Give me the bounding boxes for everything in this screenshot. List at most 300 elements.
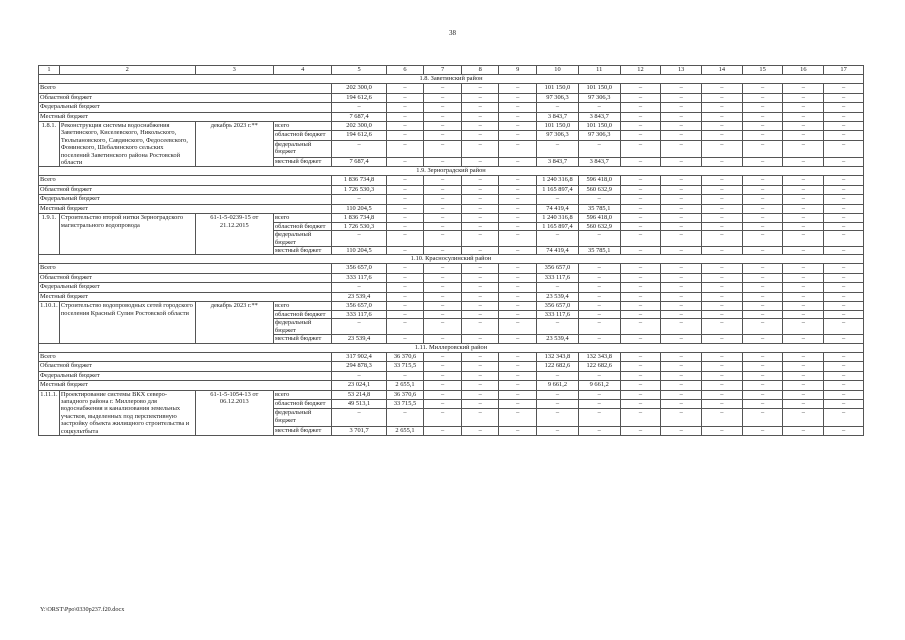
value-cell: –	[424, 319, 462, 335]
value-cell: –	[537, 399, 579, 408]
value-cell: –	[742, 103, 783, 113]
value-cell: –	[424, 84, 462, 94]
value-cell: –	[742, 214, 783, 222]
value-cell: –	[783, 158, 824, 167]
value-cell: 101 150,0	[578, 84, 620, 94]
value-cell: –	[783, 381, 824, 391]
value-cell: 3 843,7	[537, 158, 579, 167]
value-cell: 9 661,2	[578, 381, 620, 391]
object-document: 61-1-5-0239-15 от 21.12.2015	[195, 214, 273, 255]
value-cell: –	[386, 122, 424, 131]
value-cell: –	[499, 264, 537, 274]
column-number: 1	[39, 66, 60, 75]
value-cell: –	[424, 131, 462, 140]
object-number: 1.8.1.	[39, 122, 60, 167]
column-number: 7	[424, 66, 462, 75]
value-cell: –	[332, 231, 386, 247]
object-row	[39, 122, 864, 131]
section-title-row	[39, 343, 864, 352]
funding-source-label: местный бюджет	[273, 426, 331, 435]
value-cell: –	[824, 185, 864, 195]
value-cell: –	[461, 231, 499, 247]
value-cell: –	[424, 352, 462, 362]
value-cell: –	[661, 399, 702, 408]
value-cell: –	[424, 140, 462, 158]
value-cell: –	[578, 264, 620, 274]
value-cell: –	[424, 310, 462, 318]
value-cell: 110 204,5	[332, 247, 386, 255]
summary-label: Местный бюджет	[39, 381, 332, 391]
value-cell: –	[661, 131, 702, 140]
value-cell: –	[620, 122, 661, 131]
value-cell: –	[742, 273, 783, 283]
value-cell: –	[824, 204, 864, 214]
value-cell: –	[824, 302, 864, 310]
summary-row	[39, 283, 864, 293]
summary-label: Федеральный бюджет	[39, 283, 332, 293]
summary-row	[39, 371, 864, 381]
value-cell: 49 513,1	[332, 399, 386, 408]
value-cell: –	[702, 195, 743, 205]
value-cell: –	[386, 292, 424, 302]
summary-row	[39, 352, 864, 362]
value-cell: 9 661,2	[537, 381, 579, 391]
column-number: 16	[783, 66, 824, 75]
value-cell: –	[424, 185, 462, 195]
funding-source-label: местный бюджет	[273, 158, 331, 167]
value-cell: –	[702, 84, 743, 94]
funding-source-label: всего	[273, 214, 331, 222]
value-cell: –	[578, 371, 620, 381]
value-cell: –	[783, 185, 824, 195]
budget-table	[38, 65, 864, 436]
value-cell: 333 117,6	[537, 273, 579, 283]
value-cell: –	[332, 371, 386, 381]
value-cell: –	[578, 283, 620, 293]
value-cell: 3 843,7	[537, 112, 579, 122]
value-cell: –	[499, 426, 537, 435]
value-cell: 23 539,4	[332, 335, 386, 343]
value-cell: –	[824, 310, 864, 318]
summary-label: Местный бюджет	[39, 204, 332, 214]
value-cell: –	[424, 231, 462, 247]
object-name: Строительство второй нитки Зерноградского магистрального водопровода	[59, 214, 195, 255]
section-title: 1.11. Миллеровский район	[39, 343, 864, 352]
value-cell: 333 117,6	[537, 310, 579, 318]
value-cell: 132 343,8	[537, 352, 579, 362]
value-cell: 122 682,6	[537, 362, 579, 372]
value-cell: 101 150,0	[537, 122, 579, 131]
value-cell: –	[783, 122, 824, 131]
value-cell: –	[783, 131, 824, 140]
value-cell: 356 657,0	[332, 264, 386, 274]
value-cell: –	[783, 140, 824, 158]
value-cell: –	[461, 222, 499, 230]
summary-label: Местный бюджет	[39, 112, 332, 122]
value-cell: –	[620, 247, 661, 255]
value-cell: –	[702, 122, 743, 131]
value-cell: –	[461, 204, 499, 214]
value-cell: 110 204,5	[332, 204, 386, 214]
value-cell: –	[386, 93, 424, 103]
value-cell: –	[499, 140, 537, 158]
value-cell: –	[661, 84, 702, 94]
value-cell: –	[824, 131, 864, 140]
value-cell: –	[424, 371, 462, 381]
value-cell: –	[537, 283, 579, 293]
value-cell: –	[702, 222, 743, 230]
value-cell: –	[702, 176, 743, 186]
value-cell: –	[499, 93, 537, 103]
value-cell: –	[461, 310, 499, 318]
summary-label: Местный бюджет	[39, 292, 332, 302]
value-cell: –	[578, 140, 620, 158]
value-cell: –	[702, 131, 743, 140]
value-cell: –	[783, 362, 824, 372]
value-cell: –	[499, 302, 537, 310]
value-cell: –	[537, 390, 579, 399]
column-number: 17	[824, 66, 864, 75]
value-cell: –	[424, 273, 462, 283]
value-cell: –	[742, 409, 783, 427]
value-cell: –	[461, 362, 499, 372]
value-cell: –	[461, 371, 499, 381]
summary-row	[39, 176, 864, 186]
value-cell: –	[661, 409, 702, 427]
value-cell: 333 117,6	[332, 310, 386, 318]
value-cell: –	[386, 158, 424, 167]
value-cell: 202 300,0	[332, 84, 386, 94]
value-cell: –	[461, 335, 499, 343]
value-cell: –	[386, 195, 424, 205]
value-cell: –	[702, 409, 743, 427]
value-cell: –	[620, 310, 661, 318]
value-cell: –	[661, 185, 702, 195]
value-cell: 2 655,1	[386, 381, 424, 391]
value-cell: –	[537, 195, 579, 205]
summary-label: Всего	[39, 352, 332, 362]
object-row	[39, 390, 864, 399]
value-cell: –	[461, 264, 499, 274]
value-cell: 97 306,3	[537, 93, 579, 103]
object-document: 61-1-5-1054-13 от 06.12.2013	[195, 390, 273, 435]
value-cell: –	[742, 352, 783, 362]
value-cell: –	[824, 140, 864, 158]
table-body	[39, 66, 864, 436]
column-number: 13	[661, 66, 702, 75]
value-cell: –	[499, 335, 537, 343]
value-cell: 194 612,6	[332, 131, 386, 140]
funding-source-label: местный бюджет	[273, 335, 331, 343]
value-cell: –	[332, 195, 386, 205]
value-cell: –	[824, 409, 864, 427]
value-cell: 3 843,7	[578, 158, 620, 167]
value-cell: –	[742, 399, 783, 408]
value-cell: –	[620, 204, 661, 214]
value-cell: –	[661, 158, 702, 167]
value-cell: 97 306,3	[537, 131, 579, 140]
value-cell: –	[661, 140, 702, 158]
object-name: Проектирование системы ВКХ северо-западного района г. Миллерово для водоснабжения и канализования земельных участков, выделенных под перспективную застройку объекта жилищного строительства и соцкультбыта	[59, 390, 195, 435]
value-cell: –	[661, 122, 702, 131]
value-cell: –	[824, 426, 864, 435]
value-cell: 194 612,6	[332, 93, 386, 103]
value-cell: –	[386, 214, 424, 222]
value-cell: –	[702, 204, 743, 214]
value-cell: –	[824, 231, 864, 247]
section-title-row	[39, 167, 864, 176]
value-cell: –	[499, 292, 537, 302]
value-cell: –	[499, 231, 537, 247]
value-cell: –	[499, 399, 537, 408]
value-cell: –	[332, 103, 386, 113]
value-cell: –	[742, 231, 783, 247]
value-cell: –	[499, 381, 537, 391]
value-cell: –	[661, 426, 702, 435]
value-cell: –	[537, 371, 579, 381]
value-cell: 35 785,1	[578, 204, 620, 214]
value-cell: –	[824, 335, 864, 343]
value-cell: –	[461, 84, 499, 94]
value-cell: –	[783, 112, 824, 122]
value-cell: –	[386, 185, 424, 195]
value-cell: –	[661, 283, 702, 293]
value-cell: –	[702, 335, 743, 343]
value-cell: –	[783, 426, 824, 435]
value-cell: –	[661, 371, 702, 381]
value-cell: –	[620, 335, 661, 343]
value-cell: –	[783, 390, 824, 399]
value-cell: –	[661, 93, 702, 103]
value-cell: –	[461, 214, 499, 222]
value-cell: –	[702, 292, 743, 302]
value-cell: –	[702, 231, 743, 247]
value-cell: –	[783, 292, 824, 302]
value-cell: –	[386, 409, 424, 427]
section-title: 1.8. Заветинский район	[39, 75, 864, 84]
value-cell: –	[424, 103, 462, 113]
value-cell: –	[578, 335, 620, 343]
object-number: 1.9.1.	[39, 214, 60, 255]
value-cell: –	[499, 371, 537, 381]
value-cell: 1 165 897,4	[537, 185, 579, 195]
value-cell: 3 701,7	[332, 426, 386, 435]
value-cell: –	[386, 319, 424, 335]
value-cell: 294 878,3	[332, 362, 386, 372]
value-cell: –	[783, 352, 824, 362]
value-cell: –	[386, 247, 424, 255]
value-cell: –	[661, 264, 702, 274]
value-cell: –	[386, 264, 424, 274]
value-cell: 97 306,3	[578, 131, 620, 140]
value-cell: –	[661, 273, 702, 283]
funding-source-label: всего	[273, 122, 331, 131]
value-cell: –	[578, 302, 620, 310]
summary-row	[39, 292, 864, 302]
value-cell: –	[424, 214, 462, 222]
value-cell: 101 150,0	[537, 84, 579, 94]
value-cell: –	[783, 264, 824, 274]
value-cell: –	[702, 140, 743, 158]
value-cell: –	[824, 112, 864, 122]
value-cell: –	[742, 302, 783, 310]
value-cell: –	[499, 214, 537, 222]
value-cell: –	[661, 103, 702, 113]
funding-source-label: областной бюджет	[273, 399, 331, 408]
value-cell: –	[783, 302, 824, 310]
value-cell: –	[824, 84, 864, 94]
value-cell: –	[424, 335, 462, 343]
value-cell: –	[386, 204, 424, 214]
value-cell: –	[620, 93, 661, 103]
value-cell: –	[824, 103, 864, 113]
value-cell: –	[620, 222, 661, 230]
value-cell: –	[661, 390, 702, 399]
value-cell: –	[620, 362, 661, 372]
value-cell: –	[742, 112, 783, 122]
summary-label: Областной бюджет	[39, 185, 332, 195]
value-cell: –	[499, 283, 537, 293]
value-cell: –	[824, 352, 864, 362]
value-cell: –	[461, 103, 499, 113]
value-cell: –	[578, 399, 620, 408]
value-cell: –	[537, 103, 579, 113]
value-cell: 23 539,4	[332, 292, 386, 302]
value-cell: –	[824, 247, 864, 255]
summary-row	[39, 84, 864, 94]
value-cell: 1 240 316,8	[537, 176, 579, 186]
value-cell: –	[742, 222, 783, 230]
value-cell: –	[742, 140, 783, 158]
value-cell: –	[742, 292, 783, 302]
value-cell: –	[499, 158, 537, 167]
value-cell: –	[742, 185, 783, 195]
value-cell: –	[620, 390, 661, 399]
value-cell: –	[824, 158, 864, 167]
value-cell: –	[742, 310, 783, 318]
value-cell: –	[661, 214, 702, 222]
value-cell: –	[499, 204, 537, 214]
value-cell: –	[824, 122, 864, 131]
object-document: декабрь 2023 г.**	[195, 302, 273, 343]
value-cell: –	[824, 390, 864, 399]
value-cell: –	[702, 247, 743, 255]
value-cell: –	[537, 409, 579, 427]
value-cell: –	[620, 352, 661, 362]
value-cell: –	[386, 131, 424, 140]
value-cell: 7 687,4	[332, 158, 386, 167]
value-cell: –	[742, 204, 783, 214]
value-cell: –	[661, 195, 702, 205]
value-cell: –	[661, 335, 702, 343]
value-cell: –	[824, 273, 864, 283]
value-cell: –	[661, 222, 702, 230]
summary-label: Всего	[39, 84, 332, 94]
summary-row	[39, 103, 864, 113]
value-cell: 596 418,0	[578, 176, 620, 186]
value-cell: –	[702, 214, 743, 222]
value-cell: 33 715,5	[386, 362, 424, 372]
value-cell: –	[424, 283, 462, 293]
value-cell: –	[620, 140, 661, 158]
value-cell: –	[386, 140, 424, 158]
value-cell: –	[661, 362, 702, 372]
value-cell: –	[620, 273, 661, 283]
value-cell: –	[461, 426, 499, 435]
value-cell: –	[620, 292, 661, 302]
value-cell: –	[702, 381, 743, 391]
value-cell: –	[386, 310, 424, 318]
value-cell: –	[824, 264, 864, 274]
value-cell: –	[783, 204, 824, 214]
footer-file-path: Y:\ORST\Ppo\0330p237.f20.docx	[40, 606, 125, 613]
summary-row	[39, 112, 864, 122]
value-cell: –	[461, 409, 499, 427]
object-number: 1.10.1.	[39, 302, 60, 343]
value-cell: –	[578, 292, 620, 302]
value-cell: –	[661, 302, 702, 310]
value-cell: –	[499, 195, 537, 205]
value-cell: –	[386, 273, 424, 283]
column-number: 2	[59, 66, 195, 75]
value-cell: –	[424, 176, 462, 186]
value-cell: –	[386, 176, 424, 186]
value-cell: –	[702, 302, 743, 310]
value-cell: 356 657,0	[537, 302, 579, 310]
funding-source-label: местный бюджет	[273, 247, 331, 255]
value-cell: –	[578, 231, 620, 247]
value-cell: –	[499, 122, 537, 131]
section-title-row	[39, 255, 864, 264]
value-cell: –	[499, 131, 537, 140]
value-cell: 33 715,5	[386, 399, 424, 408]
value-cell: –	[783, 214, 824, 222]
value-cell: –	[783, 93, 824, 103]
summary-label: Федеральный бюджет	[39, 371, 332, 381]
value-cell: –	[783, 409, 824, 427]
value-cell: –	[461, 390, 499, 399]
value-cell: –	[461, 273, 499, 283]
value-cell: –	[578, 390, 620, 399]
value-cell: –	[424, 426, 462, 435]
value-cell: –	[386, 103, 424, 113]
value-cell: –	[499, 362, 537, 372]
value-cell: –	[578, 310, 620, 318]
column-number-row	[39, 66, 864, 75]
value-cell: –	[620, 195, 661, 205]
value-cell: –	[578, 195, 620, 205]
value-cell: 74 419,4	[537, 204, 579, 214]
column-number: 9	[499, 66, 537, 75]
value-cell: 23 539,4	[537, 335, 579, 343]
column-number: 3	[195, 66, 273, 75]
value-cell: –	[537, 231, 579, 247]
value-cell: –	[499, 176, 537, 186]
value-cell: –	[386, 302, 424, 310]
value-cell: –	[620, 84, 661, 94]
value-cell: –	[620, 426, 661, 435]
value-cell: –	[620, 371, 661, 381]
value-cell: –	[783, 399, 824, 408]
value-cell: –	[783, 231, 824, 247]
summary-label: Областной бюджет	[39, 93, 332, 103]
value-cell: –	[702, 283, 743, 293]
summary-row	[39, 93, 864, 103]
value-cell: –	[461, 292, 499, 302]
value-cell: –	[661, 112, 702, 122]
value-cell: –	[386, 112, 424, 122]
value-cell: –	[499, 409, 537, 427]
